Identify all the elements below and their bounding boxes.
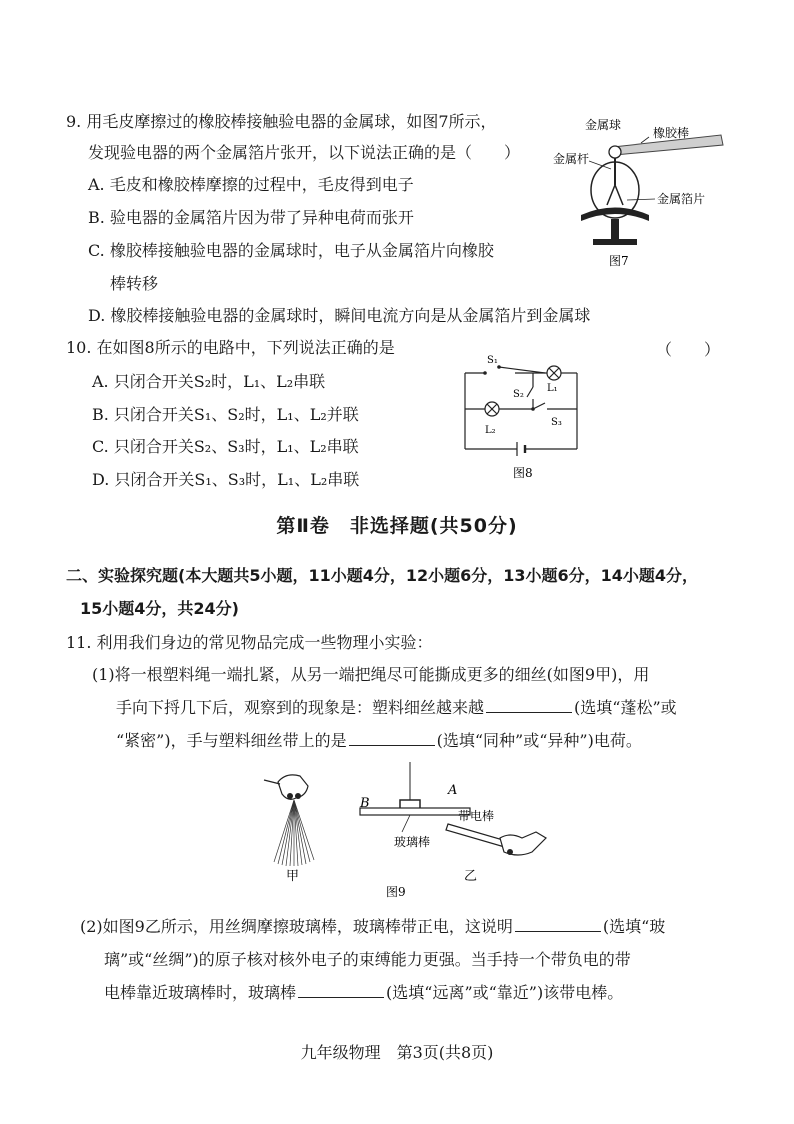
q10-stem: 10. 在如图8所示的电路中，下列说法正确的是: [66, 338, 395, 357]
label-glass-rod: 玻璃棒: [394, 835, 431, 849]
figure-7-caption: 图7: [609, 254, 629, 268]
label-metal-stem: 金属杆: [553, 152, 590, 166]
figure-9b-label: 乙: [464, 869, 478, 884]
label-charged-rod: 带电棒: [458, 809, 495, 823]
q9-option-c-line1: C. 橡胶棒接触验电器的金属球时，电子从金属箔片向橡胶: [88, 241, 494, 260]
metal-foil-left: [607, 185, 615, 205]
label-s3: S₃: [551, 417, 562, 428]
label-rubber-rod: 橡胶棒: [653, 126, 690, 140]
figure-9a-label: 甲: [286, 869, 300, 884]
q11-part2-line1-text: (2)如图9乙所示，用丝绸摩擦玻璃棒，玻璃棒带正电，这说明: [80, 917, 513, 936]
q10-option-c: C. 只闭合开关S₂、S₃时，L₁、L₂串联: [92, 437, 359, 456]
label-s2: S₂: [513, 389, 524, 400]
page-footer: 九年级物理 第3页(共8页): [300, 1043, 494, 1062]
q11-part1-line3-text: “紧密”)，手与塑料细丝带上的是: [116, 731, 347, 750]
q11-blank-4[interactable]: [298, 983, 384, 998]
q11-part2-line1: [80, 916, 665, 938]
q11-blank-1[interactable]: [486, 698, 572, 713]
q10-option-b: B. 只闭合开关S₁、S₂时，L₁、L₂并联: [92, 405, 359, 424]
q9-stem-line1: 9. 用毛皮摩擦过的橡胶棒接触验电器的金属球，如图7所示，: [66, 112, 497, 131]
metal-foil-right: [615, 185, 623, 205]
label-s1: S₁: [487, 355, 498, 366]
q9-stem-line2: 发现验电器的两个金属箔片张开，以下说法正确的是（ ）: [88, 143, 521, 162]
q9-option-b: B. 验电器的金属箔片因为带了异种电荷而张开: [88, 208, 414, 227]
q11-part2-line3: [104, 982, 623, 1004]
label-a: A: [448, 783, 458, 798]
q11-part2-line3-choice: (选填“远离”或“靠近”)该带电棒。: [386, 983, 624, 1002]
charged-rod-with-hand: [446, 824, 546, 855]
q11-blank-2[interactable]: [349, 731, 435, 746]
q11-part1-line2-choice: (选填“蓬松”或: [574, 698, 677, 717]
stand-base: [593, 239, 637, 245]
switch-s3: [533, 403, 545, 409]
glass-rod: [360, 808, 470, 815]
part2-heading-line2: 15小题4分，共24分): [80, 599, 239, 618]
stand-pole: [611, 219, 619, 241]
q9-option-d: D. 橡胶棒接触验电器的金属球时，瞬间电流方向是从金属箔片到金属球: [88, 306, 591, 325]
q10-option-a: A. 只闭合开关S₂时，L₁、L₂串联: [92, 372, 326, 391]
label-b: B: [360, 796, 370, 811]
label-metal-foil: 金属箔片: [657, 192, 706, 206]
label-l1: L₁: [547, 383, 558, 394]
q11-stem: 11. 利用我们身边的常见物品完成一些物理小实验：: [66, 633, 433, 652]
figure-7-electroscope: [545, 105, 725, 275]
section-title: 第Ⅱ卷 非选择题(共50分): [276, 515, 518, 537]
battery: [517, 442, 525, 456]
q11-part2-line3-text: 电棒靠近玻璃棒时，玻璃棒: [104, 983, 297, 1002]
q11-part1-line2-text: 手向下捋几下后，观察到的现象是：塑料细丝越来越: [116, 698, 485, 717]
figure-9a-hand-strands: [264, 775, 314, 866]
q11-blank-3[interactable]: [515, 917, 601, 932]
label-l2: L₂: [485, 425, 496, 436]
q9-option-a: A. 毛皮和橡胶棒摩擦的过程中，毛皮得到电子: [88, 175, 414, 194]
q9-option-c-line2: 棒转移: [110, 274, 159, 293]
q10-option-d: D. 只闭合开关S₁、S₃时，L₁、L₂串联: [92, 470, 360, 489]
figure-9-caption: 图9: [386, 885, 406, 899]
switch-s1: [499, 367, 545, 373]
metal-ball: [609, 146, 621, 158]
switch-s2: [527, 387, 533, 397]
q11-part1-line3-choice: (选填“同种”或“异种”)电荷。: [436, 731, 642, 750]
q10-answer-paren: （ ）: [656, 340, 721, 359]
label-metal-ball: 金属球: [585, 118, 622, 132]
figure-8-caption: 图8: [513, 466, 533, 480]
q11-part1-line1: (1)将一根塑料绳一端扎紧，从另一端把绳尽可能撕成更多的细丝(如图9甲)，用: [92, 665, 650, 684]
q11-part2-line1-choice: (选填“玻: [602, 917, 666, 936]
q11-part1-line2: [116, 697, 677, 719]
figure-9: [260, 762, 560, 902]
figure-8-circuit: [455, 345, 595, 485]
q11-part1-line3: [116, 730, 642, 752]
stand-cradle: [581, 208, 649, 222]
part2-heading-line1: 二、实验探究题(本大题共5小题，11小题4分，12小题6分，13小题6分，14小题4分，: [66, 566, 699, 585]
q11-part2-line2: 璃”或“丝绸”)的原子核对核外电子的束缚能力更强。当手持一个带负电的带: [104, 950, 631, 969]
